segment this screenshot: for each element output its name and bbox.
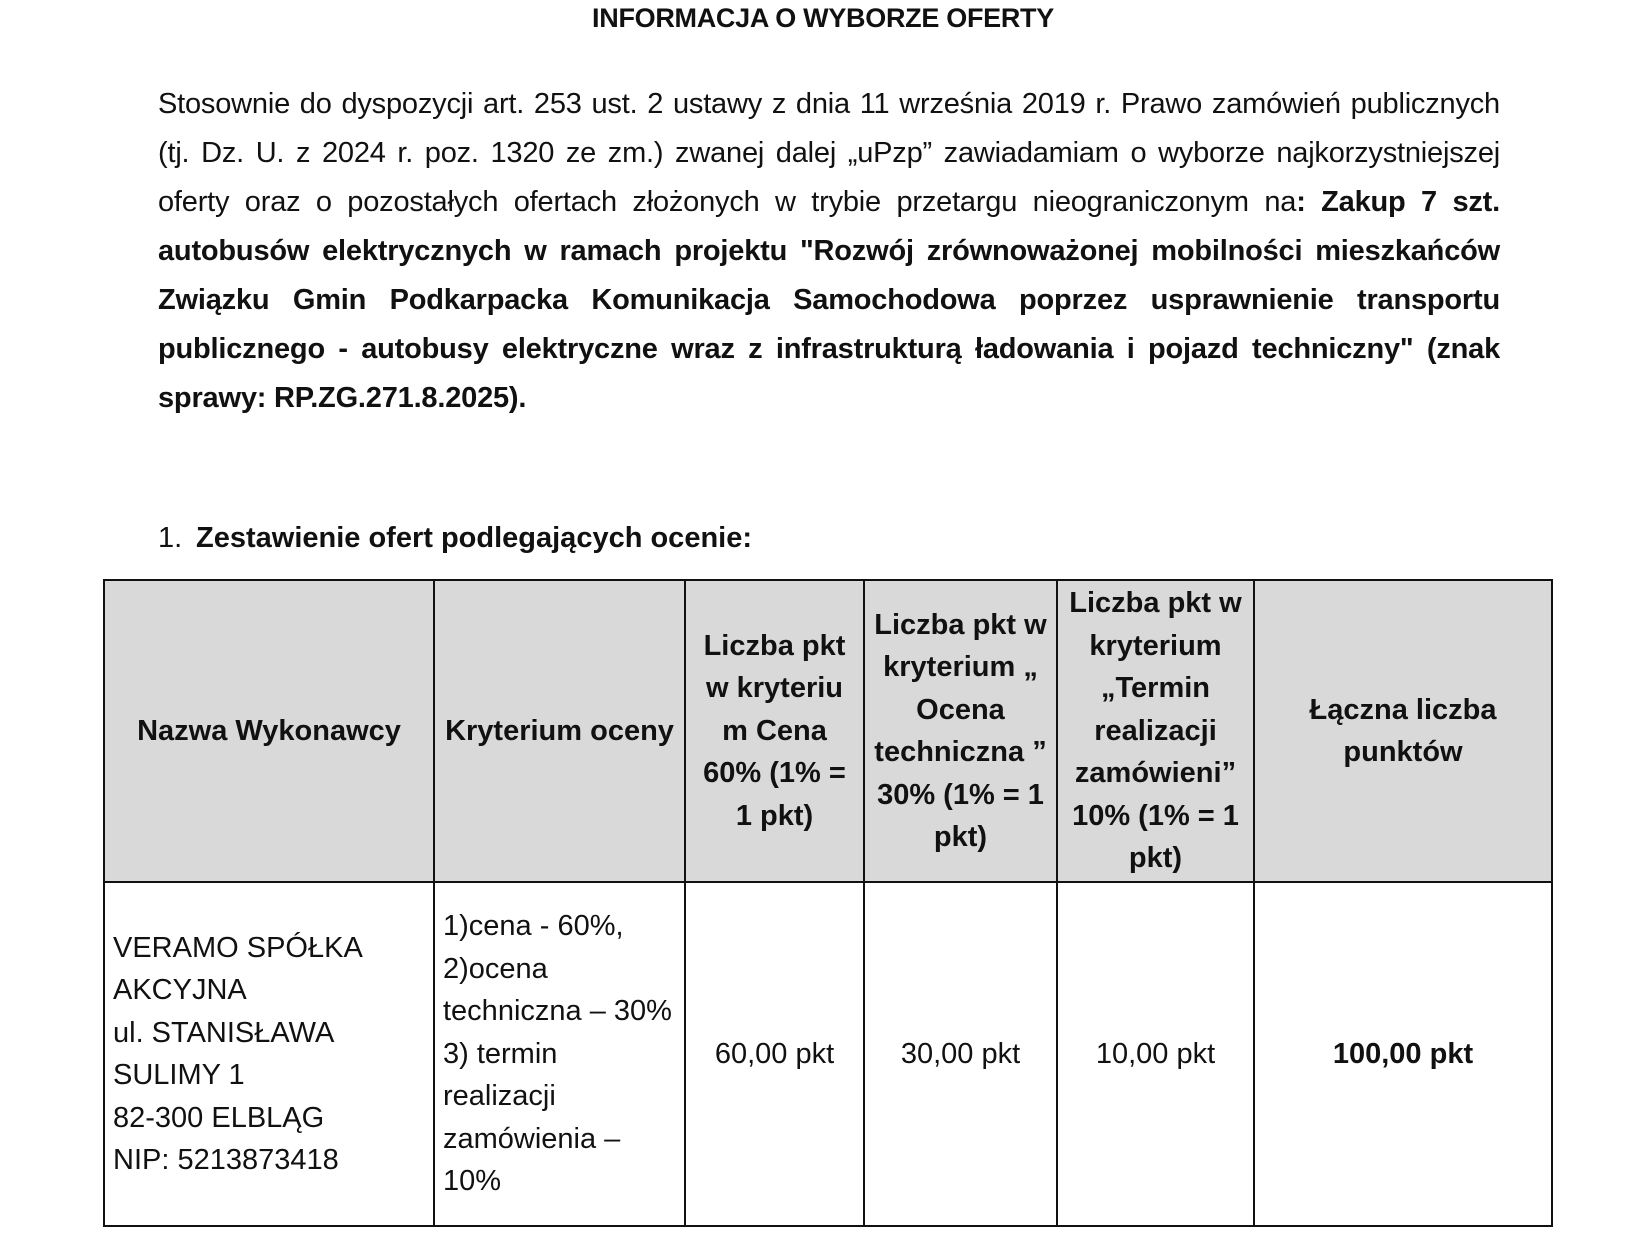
cell-price-points: 60,00 pkt (685, 882, 864, 1226)
intro-text: Stosownie do dyspozycji art. 253 ust. 2 ustawy z dnia 11 września 2019 r. Prawo zamówień publicznych (tj. Dz. U. z 2024 r. poz. 1320 ze zm.) zwanej dalej „uPzp” zawiadamiam o wyborze najkorzystniejszej oferty oraz o pozostałych ofertach złożonych w trybie przetargu nieograniczonym na (158, 88, 1500, 218)
header-criterion: Kryterium oceny (434, 580, 685, 882)
table-row (104, 882, 1552, 1226)
section-heading-text: Zestawienie ofert podlegających ocenie: (196, 522, 752, 554)
offers-table (103, 579, 1553, 1227)
procurement-subject: Zakup 7 szt. autobusów elektrycznych w ramach projektu "Rozwój zrównoważonej mobilności mieszkańców Związku Gmin Podkarpacka Komunikacja Samochodowa poprzez usprawnienie transportu publicznego - autobusy elektryczne wraz z infrastrukturą ładowania i pojazd techniczny" (znak sprawy: RP.ZG.271.8.2025). (158, 186, 1500, 414)
header-term-points: Liczba pkt w kryterium „Termin realizacji zamówieni” 10% (1% = 1 pkt) (1057, 580, 1254, 882)
cell-technical-points: 30,00 pkt (864, 882, 1057, 1226)
header-price-points: Liczba pkt w kryteriu m Cena 60% (1% = 1 pkt) (685, 580, 864, 882)
section-number: 1. (158, 522, 183, 554)
cell-total-points: 100,00 pkt (1254, 882, 1552, 1226)
cell-criteria: 1)cena - 60%, 2)ocena techniczna – 30% 3) termin realizacji zamówienia – 10% (434, 882, 685, 1226)
intro-colon: : (1296, 186, 1306, 218)
intro-paragraph (158, 80, 1500, 423)
cell-term-points: 10,00 pkt (1057, 882, 1254, 1226)
header-total-points: Łączna liczba punktów (1254, 580, 1552, 882)
section-heading (158, 518, 752, 558)
header-contractor-name: Nazwa Wykonawcy (104, 580, 434, 882)
header-technical-points: Liczba pkt w kryterium „ Ocena techniczna ” 30% (1% = 1 pkt) (864, 580, 1057, 882)
document-title: INFORMACJA O WYBORZE OFERTY (592, 3, 1054, 33)
table-header-row (104, 580, 1552, 882)
cell-contractor: VERAMO SPÓŁKA AKCYJNA ul. STANISŁAWA SULIMY 1 82-300 ELBLĄG NIP: 5213873418 (104, 882, 434, 1226)
